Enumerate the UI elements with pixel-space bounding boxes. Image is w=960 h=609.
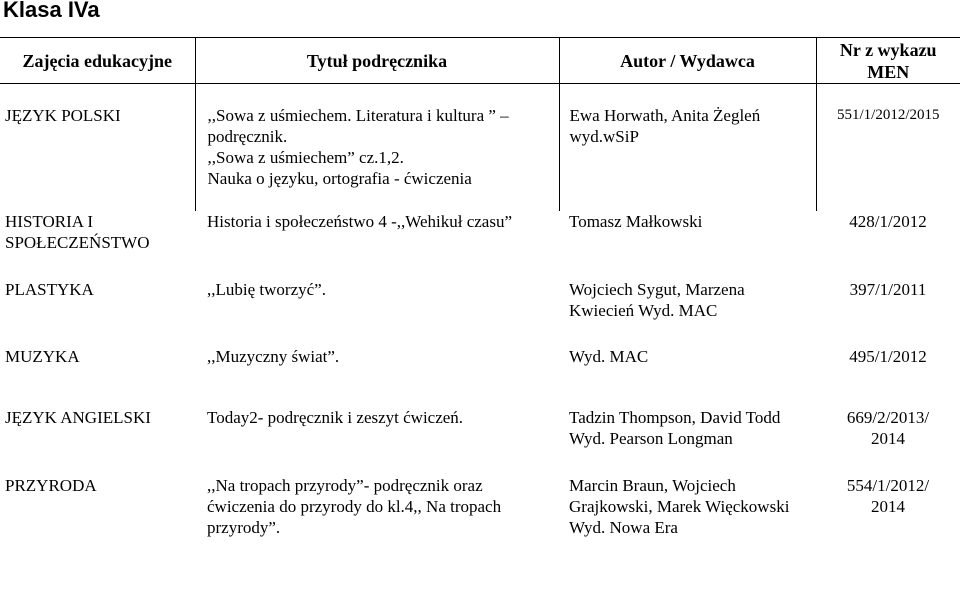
table-header: [0, 38, 960, 84]
cell-subject: PRZYRODA: [5, 475, 97, 495]
table-row: [0, 279, 960, 346]
cell-subject: JĘZYK ANGIELSKI: [5, 407, 151, 427]
header-row: [0, 38, 960, 84]
cell-title: ,,Muzyczny świat”.: [207, 346, 340, 366]
cell-author: Tomasz Małkowski: [569, 211, 703, 231]
table-row: [0, 346, 960, 407]
header-title: Tytuł podręcznika: [195, 38, 559, 84]
cell-author: Wyd. MAC: [569, 346, 649, 366]
cell-number: 554/1/2012/ 2014: [846, 475, 930, 516]
cell-subject: HISTORIA I SPOŁECZEŃSTWO: [5, 211, 150, 252]
cell-number: 428/1/2012: [849, 211, 927, 231]
cell-author: Marcin Braun, Wojciech Grajkowski, Marek Więckowski Wyd. Nowa Era: [569, 475, 790, 537]
cell-author: Wojciech Sygut, Marzena Kwiecień Wyd. MAC: [569, 279, 745, 320]
table-row: [0, 407, 960, 475]
cell-title: ,,Sowa z uśmiechem. Literatura i kultura ” – podręcznik. ,,Sowa z uśmiechem” cz.1,2. Nauka o języku, ortografia - ćwiczenia: [195, 84, 559, 211]
table-row: [0, 84, 960, 211]
header-author: Autor / Wydawca: [559, 38, 816, 84]
cell-number: 397/1/2011: [849, 279, 927, 299]
table-body: [0, 84, 960, 545]
textbook-table: [0, 37, 960, 545]
cell-author: Tadzin Thompson, David Todd Wyd. Pearson Longman: [569, 407, 781, 448]
page-title: Klasa IVa: [3, 0, 100, 22]
header-subject: Zajęcia edukacyjne: [0, 38, 195, 84]
cell-title: ,,Lubię tworzyć”.: [207, 279, 326, 299]
table-row: [0, 475, 960, 545]
cell-number: 551/1/2012/2015: [816, 84, 960, 211]
cell-number: 669/2/2013/ 2014: [846, 407, 930, 448]
cell-title: ,,Na tropach przyrody”- podręcznik oraz ćwiczenia do przyrody do kl.4,, Na tropach przyrody”.: [207, 475, 502, 537]
table-row: [0, 211, 960, 279]
cell-subject: PLASTYKA: [5, 279, 94, 299]
header-number: Nr z wykazu MEN: [816, 38, 960, 84]
cell-number: 495/1/2012: [849, 346, 927, 366]
cell-title: Historia i społeczeństwo 4 -,,Wehikuł czasu”: [207, 211, 513, 231]
cell-title: Today2- podręcznik i zeszyt ćwiczeń.: [207, 407, 464, 427]
cell-author: Ewa Horwath, Anita Żegleń wyd.wSiP: [559, 84, 816, 211]
cell-subject: MUZYKA: [5, 346, 80, 366]
cell-subject: JĘZYK POLSKI: [5, 106, 121, 125]
